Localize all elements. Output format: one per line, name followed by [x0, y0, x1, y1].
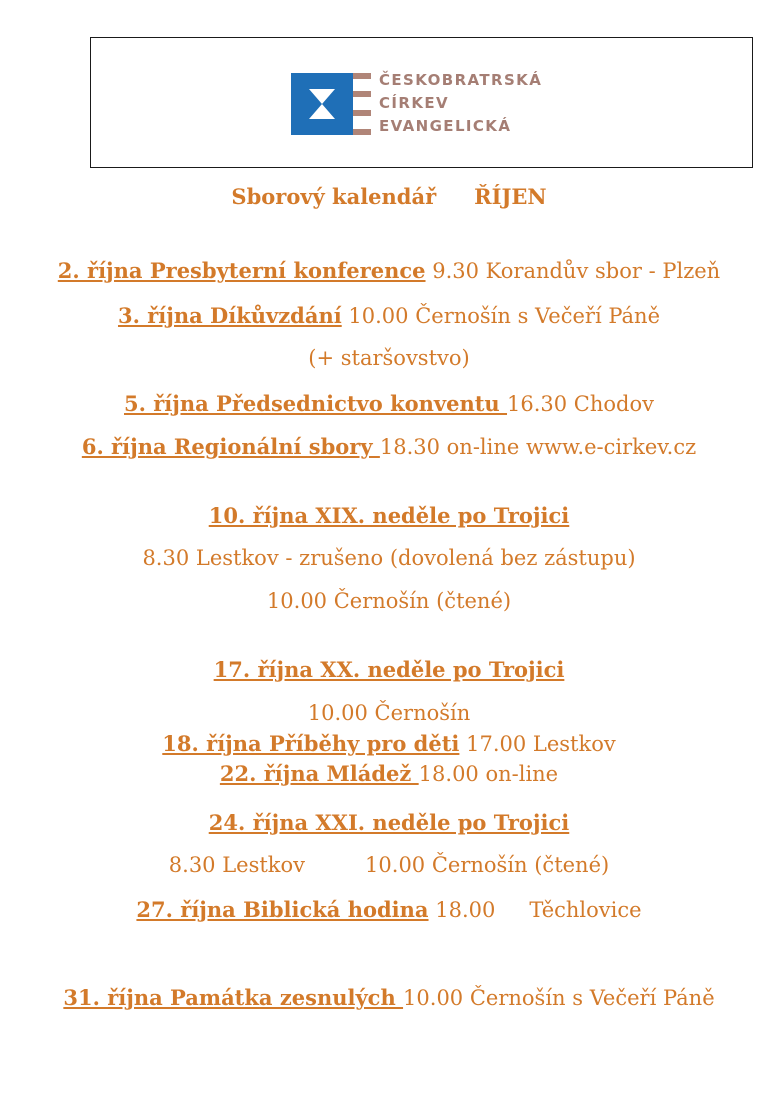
event-details: 16.30 Chodov: [507, 392, 654, 416]
logo-line-3: EVANGELICKÁ: [379, 117, 512, 135]
event-row: [0, 258, 778, 283]
event-date: 6. října Regionální sbory: [81, 434, 380, 459]
event-date: 10. října XIX. neděle po Trojici: [208, 503, 570, 528]
event-date: 17. října XX. neděle po Trojici: [213, 657, 565, 682]
event-place: Těchlovice: [529, 898, 642, 922]
event-details: 17.00 Lestkov: [466, 732, 616, 756]
event-row: [0, 761, 778, 786]
calendar-month: ŘÍJEN: [474, 184, 547, 209]
event-row: [0, 303, 778, 328]
event-date: 3. října Díkůvzdání: [117, 303, 342, 328]
page-title: [0, 184, 778, 209]
event-row: [0, 391, 778, 416]
event-date: 22. října Mládež: [219, 761, 419, 786]
calendar-title: Sborový kalendář: [231, 184, 437, 209]
event-row: [0, 897, 778, 922]
event-details: 10.00 Černošín s Večeří Páně: [348, 304, 660, 328]
event-row: [0, 985, 778, 1010]
event-time-b: 10.00 Černošín (čtené): [365, 853, 610, 877]
header-box: [90, 37, 753, 168]
event-detail-line: 8.30 Lestkov - zrušeno (dovolená bez zástupu): [142, 546, 636, 570]
event-row: [0, 731, 778, 756]
chalice-icon: [291, 73, 353, 135]
logo-wordmark: [379, 69, 542, 138]
event-detail-line: 10.00 Černošín (čtené): [266, 589, 512, 613]
event-row: [0, 434, 778, 459]
event-detail-line: 10.00 Černošín: [307, 701, 471, 725]
event-detail-line: [0, 853, 778, 877]
event-date: 2. října Presbyterní konference: [57, 258, 426, 283]
event-time-a: 8.30 Lestkov: [168, 853, 306, 877]
event-row: [0, 503, 778, 528]
event-note: (+ staršovstvo): [308, 346, 470, 370]
event-date: 27. října Biblická hodina: [136, 897, 429, 922]
event-date: 24. října XXI. neděle po Trojici: [208, 810, 570, 835]
event-row: [0, 810, 778, 835]
event-date: 18. října Příběhy pro děti: [162, 731, 460, 756]
event-row: [0, 657, 778, 682]
event-date: 5. října Předsednictvo konventu: [124, 391, 508, 416]
event-time: 18.00: [435, 898, 496, 922]
logo-line-1: ČESKOBRATRSKÁ: [379, 71, 543, 89]
event-date: 31. října Památka zesnulých: [63, 985, 404, 1010]
event-details: 9.30 Korandův sbor - Plzeň: [432, 259, 721, 283]
event-details: 18.30 on-line www.e-cirkev.cz: [379, 435, 697, 459]
logo-line-2: CÍRKEV: [379, 94, 450, 112]
event-details: 18.00 on-line: [418, 762, 559, 786]
event-details: 10.00 Černošín s Večeří Páně: [403, 986, 715, 1010]
